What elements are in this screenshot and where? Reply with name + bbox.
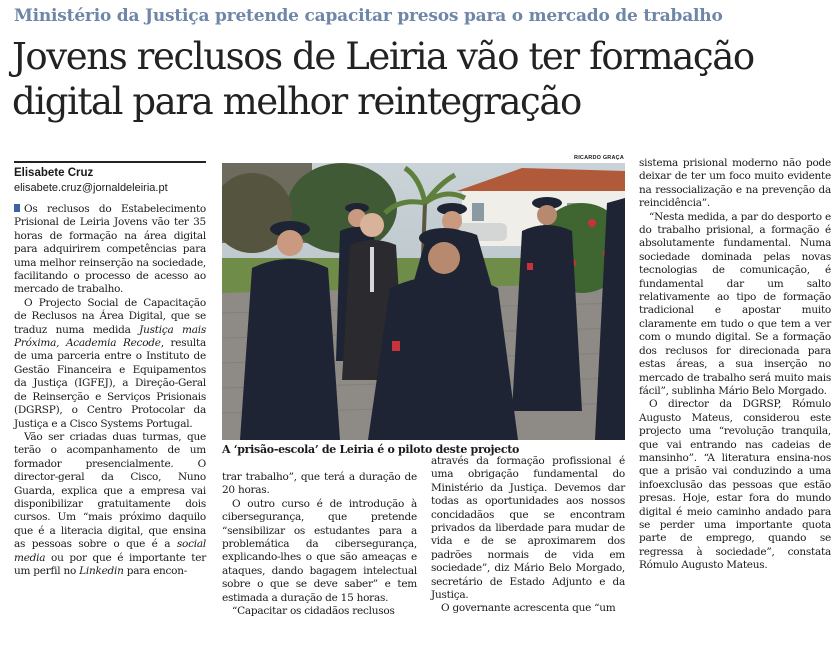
paragraph: Vão ser criadas duas turmas, que terão o acompanhamento de um formador presencialmente. O director-geral da Cisco, Nuno Guarda, explica que a empresa vai disponibilizar gratuitamente dois cursos. Um “mais próximo daquilo que é a literacia digital, que ensina as pessoas sobre o que é a social media ou por que é importante ter um perfil no Linkedin para encon-: [14, 430, 206, 577]
photo-credit: RICARDO GRAÇA: [574, 155, 624, 161]
paragraph: “Nesta medida, a par do desporto e do trabalho prisional, a formação é absolutamente fundamental. Numa sociedade dominada pelas novas tecnologias de comunicação, é fundamental dar um salto relativamente ao tipo de formação tradicional e apostar muito claramente em tudo o que tem a ver com o mundo digital. Se a formação dos reclusos for direcionada para estas áreas, a sua inserção no mercado de trabalho será muito mais fácil”, sublinha Mário Belo Morgado.: [639, 210, 831, 397]
paragraph: através da formação profissional é uma obrigação fundamental do Ministério da Justiça. Devemos dar todas as oportunidades aos nossos concidadãos que se encontram privados da liberdade para mudar de vida e de se aproximarem dos padrões normais de vida em sociedade”, diz Mário Belo Morgado, secretário de Estado Adjunto e da Justiça.: [431, 455, 625, 602]
article-column-3: [431, 455, 625, 616]
article-photo: [222, 163, 625, 440]
article-column-2: [222, 471, 417, 618]
paragraph: trar trabalho”, que terá a duração de 20 horas.: [222, 471, 417, 497]
paragraph: O Projecto Social de Capacitação de Reclusos na Área Digital, que se traduz numa medida Justiça mais Próxima, Academia Recode, resulta de uma parceria entre o Instituto de Gestão Financeira e Equipamentos da Justiça (IGFEJ), a Direção-Geral de Reinserção e Serviços Prisionais (DGRSP), o Centro Protocolar da Justiça e a Cisco Systems Portugal.: [14, 296, 206, 430]
paragraph: sistema prisional moderno não pode deixar de ter um foco muito evidente na ressocialização e na prevenção da reincidência”.: [639, 157, 831, 210]
headline: Jovens reclusos de Leiria vão ter formação digital para melhor reintegração: [12, 35, 754, 123]
paragraph: “Capacitar os cidadãos reclusos: [232, 605, 395, 618]
section-marker-icon: [14, 204, 20, 212]
article-column-4: [639, 157, 831, 573]
paragraph: O outro curso é de introdução à cibersegurança, que pretende “sensibilizar os estudantes para a problemática da cibersegurança, explicando-lhes o que são ameaças e ataques, dando bagagem intelectual sobre o que se deve saber” e tem estimada a duração de 15 horas.: [222, 497, 417, 604]
byline: [14, 161, 206, 195]
article-column-1: [14, 203, 206, 578]
paragraph: O director da DGRSP, Rómulo Augusto Mateus, considerou este projecto uma “revolução tranquila, que vai entrando nas cadeias de mansinho”. “A literatura ensina-nos que a prisão vai conduzindo a uma infoexclusão das pessoas que estão presas. Hoje, estar fora do mundo digital é meio caminho andado para se perder uma importante quota parte de emprego, quando se regressa à sociedade”, constata Rómulo Augusto Mateus.: [639, 398, 831, 572]
paragraph: Os reclusos do Estabelecimento Prisional de Leiria Jovens vão ter 35 horas de formação na área digital para adquirirem competências para uma melhor reinserção na sociedade, facilitando o processo de acesso ao mercado de trabalho.: [14, 203, 206, 296]
author-email[interactable]: elisabete.cruz@jornaldeleiria.pt: [14, 182, 168, 194]
photo-caption: A ‘prisão-escola’ de Leiria é o piloto deste projecto: [222, 443, 520, 456]
kicker: Ministério da Justiça pretende capacitar presos para o mercado de trabalho: [14, 6, 723, 26]
author-name: Elisabete Cruz: [14, 167, 94, 179]
paragraph: O governante acrescenta que “um: [441, 602, 616, 615]
